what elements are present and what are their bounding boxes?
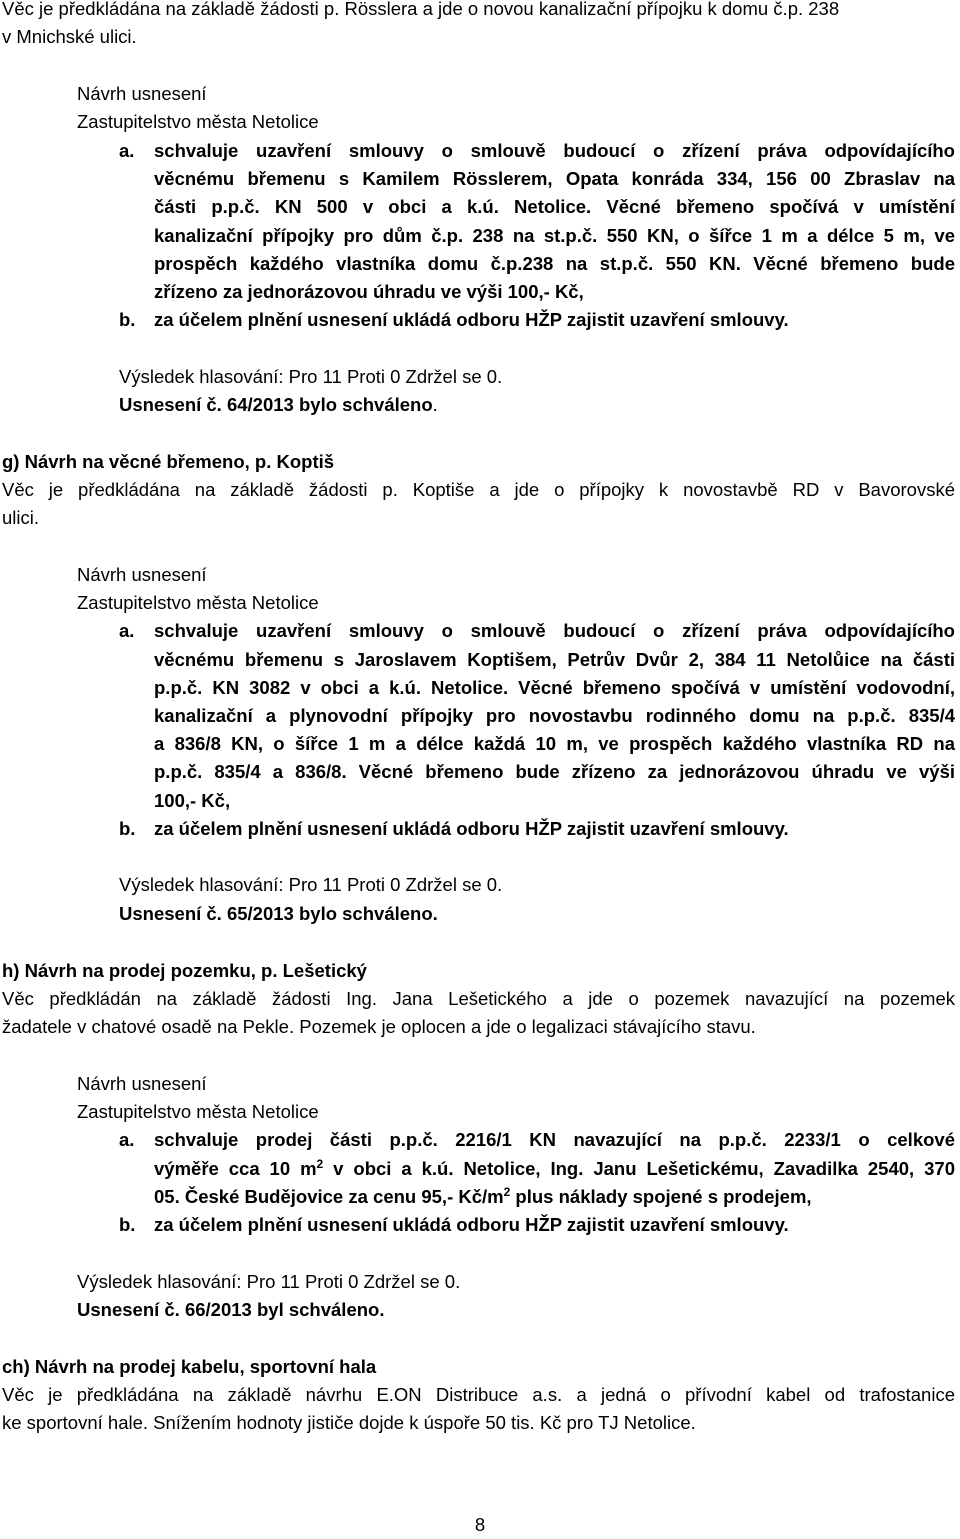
item-label: b. (119, 1214, 136, 1235)
item-text-line: věcnému břemenu s Kamilem Rösslerem, Opata konráda 334, 156 00 Zbraslav na (154, 168, 955, 189)
item-text-line: kanalizační přípojky pro dům č.p. 238 na st.p.č. 550 KN, o šířce 1 m a délce 5 m, ve (154, 225, 955, 246)
section-text-line: Věc je předkládána na základě návrhu E.ON Distribuce a.s. a jedná o přívodní kabel od trafostanice (2, 1384, 955, 1405)
section-heading: g) Návrh na věcné břemeno, p. Koptiš (2, 451, 335, 472)
section-text-line: Věc je předkládána na základě žádosti p. Koptiše a jde o přípojky k novostavbě RD v Bavorovské (2, 479, 955, 500)
vote-result: Výsledek hlasování: Pro 11 Proti 0 Zdržel se 0. (119, 874, 503, 895)
resolution-status: Usnesení č. 64/2013 bylo schváleno. (119, 394, 438, 415)
item-label: a. (119, 620, 135, 641)
section-heading: ch) Návrh na prodej kabelu, sportovní hala (2, 1356, 377, 1377)
item-text-line: p.p.č. KN 3082 v obci a k.ú. Netolice. Věcné břemeno spočívá v umístění vodovodní, (154, 677, 955, 698)
section-text-line: Věc předkládán na základě žádosti Ing. Jana Lešetického a jde o pozemek navazující na pozemek (2, 988, 955, 1009)
section-heading: h) Návrh na prodej pozemku, p. Lešetický (2, 960, 367, 981)
resolution-status: Usnesení č. 65/2013 bylo schváleno. (119, 903, 438, 924)
item-label: b. (119, 818, 136, 839)
page-number: 8 (474, 1514, 486, 1535)
item-label: b. (119, 309, 136, 330)
motion-heading: Návrh usnesení (77, 1073, 207, 1094)
council-name: Zastupitelstvo města Netolice (77, 1101, 319, 1122)
item-text-line: a 836/8 KN, o šířce 1 m a délce každá 10 m, ve prospěch každého vlastníka RD na (154, 733, 955, 754)
intro-line: v Mnichské ulici. (2, 26, 137, 47)
item-text-line: za účelem plnění usnesení ukládá odboru HŽP zajistit uzavření smlouvy. (154, 309, 789, 330)
item-text-line: schvaluje uzavření smlouvy o smlouvě budoucí o zřízení práva odpovídajícího (154, 140, 955, 161)
item-text-line: 100,- Kč, (154, 790, 231, 811)
section-text-line: ke sportovní hale. Snížením hodnoty jističe dojde k úspoře 50 tis. Kč pro TJ Netolice. (2, 1412, 696, 1433)
item-text-line: výměře cca 10 $m^2$ v obci a k.ú. Netolice, Ing. Janu Lešetickému, Zavadilka 2540, 370 (154, 1156, 955, 1179)
item-text-line: zřízeno za jednorázovou úhradu ve výši 100,- Kč, (154, 281, 584, 302)
item-text-line: věcnému břemenu s Jaroslavem Koptišem, Petrův Dvůr 2, 384 11 Netolůice na části (154, 649, 955, 670)
item-label: a. (119, 140, 135, 161)
item-label: a. (119, 1129, 135, 1150)
motion-heading: Návrh usnesení (77, 83, 207, 104)
vote-result: Výsledek hlasování: Pro 11 Proti 0 Zdržel se 0. (119, 366, 503, 387)
section-text-line: žadatele v chatové osadě na Pekle. Pozemek je oplocen a jde o legalizaci stávajícího stavu. (2, 1016, 756, 1037)
item-text-line: schvaluje prodej části p.p.č. 2216/1 KN navazující na p.p.č. 2233/1 o celkové (154, 1129, 955, 1150)
item-text-line: kanalizační a plynovodní přípojky pro novostavbu rodinného domu na p.p.č. 835/4 (154, 705, 955, 726)
item-text-line: p.p.č. 835/4 a 836/8. Věcné břemeno bude zřízeno za jednorázovou úhradu ve výši (154, 761, 955, 782)
section-text-line: ulici. (2, 507, 40, 528)
item-text-line: 05. České Budějovice za cenu 95,- $Kč/m^2$ plus náklady spojené s prodejem, (154, 1184, 812, 1207)
item-text-line: schvaluje uzavření smlouvy o smlouvě budoucí o zřízení práva odpovídajícího (154, 620, 955, 641)
council-name: Zastupitelstvo města Netolice (77, 111, 319, 132)
vote-result: Výsledek hlasování: Pro 11 Proti 0 Zdržel se 0. (77, 1271, 461, 1292)
item-text-line: za účelem plnění usnesení ukládá odboru HŽP zajistit uzavření smlouvy. (154, 818, 789, 839)
item-text-line: za účelem plnění usnesení ukládá odboru HŽP zajistit uzavření smlouvy. (154, 1214, 789, 1235)
resolution-status: Usnesení č. 66/2013 byl schváleno. (77, 1299, 385, 1320)
item-text-line: prospěch každého vlastníka domu č.p.238 na st.p.č. 550 KN. Věcné břemeno bude (154, 253, 955, 274)
intro-line: Věc je předkládána na základě žádosti p. Rösslera a jde o novou kanalizační přípojku k domu č.p. 238 (2, 0, 840, 19)
item-text-line: části p.p.č. KN 500 v obci a k.ú. Netolice. Věcné břemeno spočívá v umístění (154, 196, 955, 217)
motion-heading: Návrh usnesení (77, 564, 207, 585)
council-name: Zastupitelstvo města Netolice (77, 592, 319, 613)
